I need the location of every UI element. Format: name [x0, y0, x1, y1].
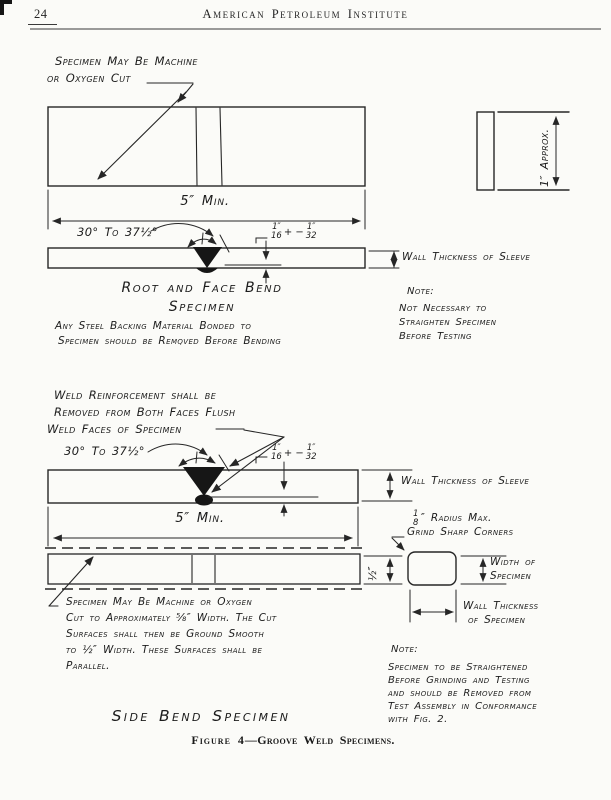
machine-cut-note-line1: Specimen May Be Machine: [55, 54, 198, 68]
weld-symbol: [183, 467, 225, 496]
bevel-angle-label-top: 30° To 37½°: [77, 225, 158, 239]
specimen-cross-section: [408, 552, 456, 585]
cut-note-line5: Parallel.: [66, 660, 110, 672]
bevel-angle-label-bottom: 30° To 37½°: [64, 444, 145, 458]
wall-thickness-dim-top: [369, 251, 399, 268]
tolerance-label-bottom: 1″ 16 + − 1″ 32: [271, 443, 317, 462]
cut-note-line4: to ½″ Width. These Surfaces shall be: [66, 644, 263, 656]
side-bend-title: Side Bend Specimen: [111, 707, 291, 725]
side-bend-section-view: [48, 467, 358, 506]
page-number: 24: [34, 7, 48, 21]
header-rules: [28, 25, 601, 30]
tolerance-dim-bottom: [208, 457, 318, 516]
wall-thickness-specimen-line2: of Specimen: [468, 614, 526, 626]
figure-caption: Figure 4—Groove Weld Specimens.: [191, 733, 395, 747]
wall-thickness-sleeve-label-top: Wall Thickness of Sleeve: [402, 251, 531, 263]
note-bottom-line2: Before Grinding and Testing: [388, 675, 530, 686]
root-face-plan-view: [48, 107, 365, 186]
radius-note-line1: 1 8 ″ Radius Max.: [413, 509, 492, 528]
backing-note-line1: Any Steel Backing Material Bonded to: [55, 320, 252, 332]
weld-symbol: [193, 247, 222, 268]
note-top-line2: Straighten Specimen: [399, 317, 497, 328]
note-bottom-line5: with Fig. 2.: [388, 714, 448, 725]
note-label-top: Note:: [407, 286, 435, 297]
angle-annotation-bottom: [148, 444, 229, 471]
machine-cut-leader: [98, 83, 193, 179]
tolerance-label-top: 1″ 16 + − 1″ 32: [271, 222, 317, 241]
tolerance-dim-top: [225, 238, 281, 283]
note-bottom-line1: Specimen to be Straightened: [388, 662, 528, 673]
cut-note-line2: Cut to Approximately ⅝″ Width. The Cut: [66, 612, 277, 624]
reinforcement-note-line1: Weld Reinforcement shall be: [54, 388, 217, 402]
root-face-title-line1: Root and Face Bend: [121, 280, 283, 296]
dim-5min-label-top: 5″ Min.: [180, 194, 230, 209]
note-label-bottom: Note:: [391, 644, 419, 655]
note-top-line1: Not Necessary to: [399, 303, 487, 314]
radius-note-line2: Grind Sharp Corners: [407, 526, 514, 538]
journal-header: American Petroleum Institute: [202, 7, 409, 21]
root-face-section-view: [48, 247, 365, 273]
half-inch-label: ½″: [367, 566, 379, 581]
one-inch-approx-label: 1″ Approx.: [538, 128, 551, 187]
cut-note-line1: Specimen May Be Machine or Oxygen: [66, 596, 253, 608]
note-bottom-line4: Test Assembly in Conformance: [388, 701, 538, 712]
wall-thickness-of-specimen-dim: [410, 590, 456, 622]
reinforcement-note-line3: Weld Faces of Specimen: [47, 422, 182, 436]
backing-note-line2: Specimen should be Remqved Before Bending: [58, 335, 282, 347]
dim-5min-label-bottom: 5″ Min.: [175, 511, 225, 526]
root-face-title-line2: Specimen: [168, 299, 236, 315]
width-of-specimen-line2: Specimen: [490, 570, 532, 582]
reinforcement-note-line2: Removed from Both Faces Flush: [54, 405, 236, 419]
machine-cut-note-line2: or Oxygen Cut: [47, 71, 131, 85]
cut-note-line3: Surfaces shall then be Ground Smooth: [66, 628, 265, 640]
wall-thickness-specimen-line1: Wall Thickness: [463, 600, 539, 612]
radius-leader: [392, 537, 404, 550]
root-face-end-view: [477, 112, 569, 190]
note-top-line3: Before Testing: [399, 331, 472, 342]
note-bottom-line3: and should be Removed from: [388, 688, 532, 699]
width-of-specimen-line1: Width of: [490, 556, 536, 568]
wall-thickness-sleeve-label-bottom: Wall Thickness of Sleeve: [401, 475, 530, 487]
